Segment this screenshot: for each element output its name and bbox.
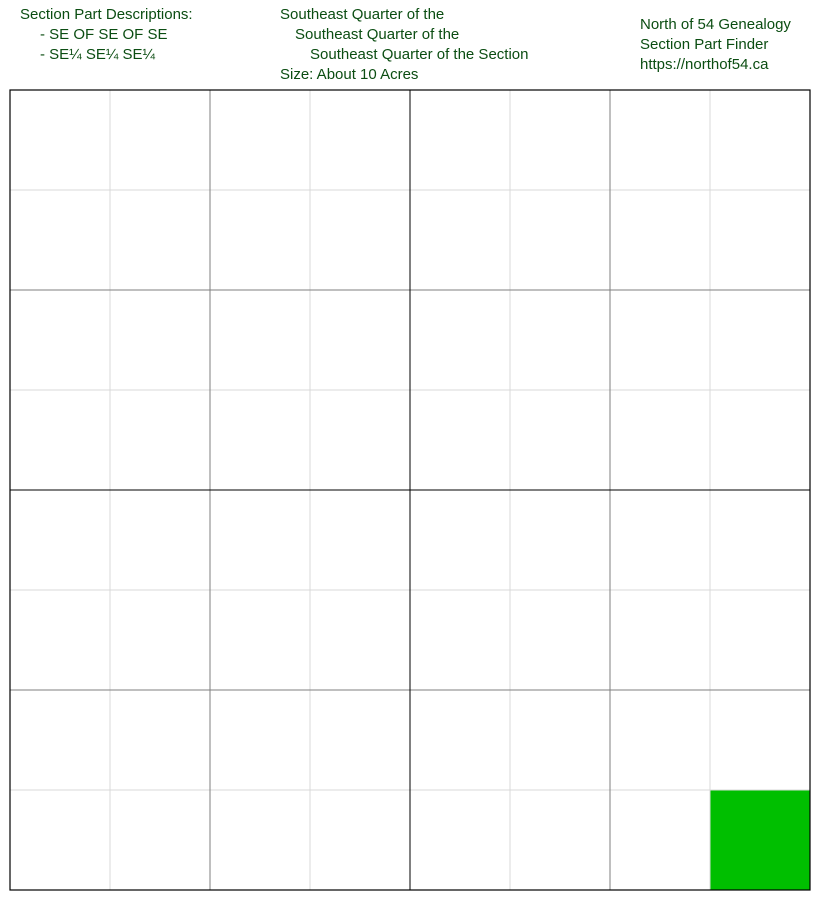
descriptions-heading: Section Part Descriptions: — [20, 6, 193, 23]
grid-cell — [410, 790, 510, 890]
part-name-line-3: Southeast Quarter of the Section — [310, 46, 529, 63]
grid-cell — [610, 290, 710, 390]
grid-cell — [310, 190, 410, 290]
grid-cell — [410, 390, 510, 490]
brand-tool-name: Section Part Finder — [640, 36, 769, 53]
grid-cell — [110, 90, 210, 190]
grid-cell — [610, 690, 710, 790]
grid-cell — [610, 490, 710, 590]
grid-cell — [710, 490, 810, 590]
grid-cell — [10, 90, 110, 190]
grid-cell — [410, 590, 510, 690]
grid-cell — [310, 690, 410, 790]
part-name-line-1: Southeast Quarter of the — [280, 6, 445, 23]
grid-cell — [710, 690, 810, 790]
grid-cell — [610, 390, 710, 490]
highlighted-part — [710, 790, 810, 890]
grid-cell — [410, 90, 510, 190]
brand-name: North of 54 Genealogy — [640, 16, 791, 33]
grid-cell — [210, 690, 310, 790]
grid-cell — [510, 490, 610, 590]
grid-cell — [710, 590, 810, 690]
grid-cell — [110, 690, 210, 790]
grid-cell — [210, 390, 310, 490]
grid-cell — [10, 390, 110, 490]
grid-cell — [110, 490, 210, 590]
grid-cell — [310, 490, 410, 590]
grid-cell — [210, 190, 310, 290]
grid-cell — [210, 90, 310, 190]
part-size: Size: About 10 Acres — [280, 66, 419, 83]
grid-cell — [310, 90, 410, 190]
grid-cell — [510, 790, 610, 890]
grid-cell — [110, 790, 210, 890]
grid-cell — [210, 790, 310, 890]
grid-cell — [610, 790, 710, 890]
grid-cell — [410, 290, 510, 390]
grid-cell — [310, 390, 410, 490]
grid-cell — [110, 390, 210, 490]
grid-cell — [710, 90, 810, 190]
brand-url[interactable]: https://northof54.ca — [640, 56, 769, 73]
grid-cell — [210, 590, 310, 690]
grid-cell — [10, 290, 110, 390]
grid-cell — [10, 590, 110, 690]
description-item: - SE OF SE OF SE — [40, 26, 168, 43]
grid-cell — [310, 590, 410, 690]
grid-cell — [710, 290, 810, 390]
grid-cell — [110, 190, 210, 290]
grid-cell — [410, 490, 510, 590]
grid-cell — [310, 290, 410, 390]
grid-cell — [110, 290, 210, 390]
grid-cell — [510, 290, 610, 390]
grid-cell — [410, 190, 510, 290]
grid-cell — [10, 490, 110, 590]
grid-cell — [510, 390, 610, 490]
grid-cell — [610, 90, 710, 190]
grid-cell — [710, 390, 810, 490]
grid-cell — [210, 490, 310, 590]
description-item: - SE¼ SE¼ SE¼ — [40, 46, 156, 63]
grid-cell — [610, 190, 710, 290]
grid-cell — [510, 590, 610, 690]
grid-cell — [510, 190, 610, 290]
grid-cell — [210, 290, 310, 390]
grid-cell — [10, 790, 110, 890]
grid-cell — [710, 190, 810, 290]
grid-cell — [510, 90, 610, 190]
grid-cell — [110, 590, 210, 690]
part-name-line-2: Southeast Quarter of the — [295, 26, 460, 43]
grid-cell — [510, 690, 610, 790]
grid-cell — [610, 590, 710, 690]
grid-cell — [310, 790, 410, 890]
grid-cell — [10, 190, 110, 290]
grid-cell — [410, 690, 510, 790]
grid-cell — [10, 690, 110, 790]
